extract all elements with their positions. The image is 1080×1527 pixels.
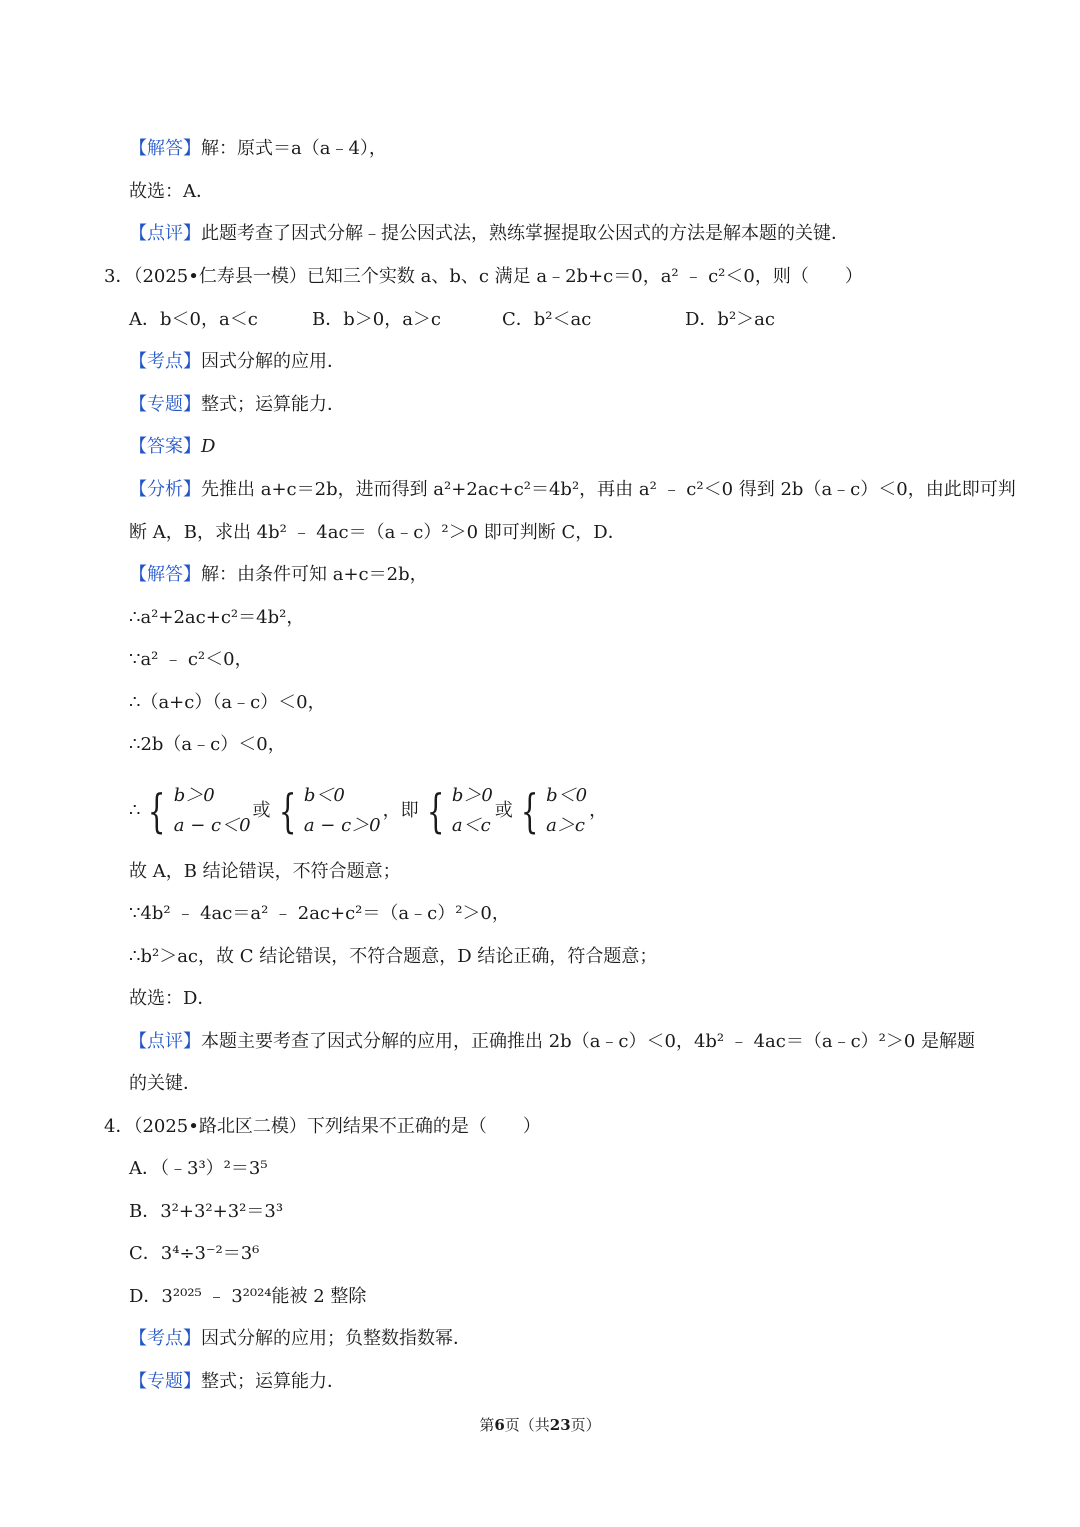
step-line: ∴2b（a﹣c）＜0， bbox=[129, 734, 286, 755]
step-line: 故选：D． bbox=[129, 988, 216, 1009]
inequality-system: { b＜0 a＞c bbox=[520, 784, 588, 838]
inequality-system-line: ∴ { b＞0 a − c＜0 或 { b＜0 a − c＞0 ，即 { b＞0 a＜c 或 { b＜0 a＞c ， bbox=[129, 781, 607, 841]
option-d: D．b²＞ac bbox=[685, 309, 775, 330]
option-d: D．3²⁰²⁵ ﹣ 3²⁰²⁴能被 2 整除 bbox=[129, 1286, 367, 1307]
question-3: 3．（2025•仁寿县一模）已知三个实数 a、b、c 满足 a﹣2b+c＝0，a² ﹣ c²＜0，则（ ） bbox=[104, 266, 863, 287]
text-line: 故选：A． bbox=[129, 181, 214, 202]
solution-line: 【解答】解：原式＝a（a﹣4）， bbox=[129, 138, 387, 159]
knowledge-point-line: 【考点】因式分解的应用． bbox=[129, 351, 345, 372]
tag-solution: 【解答】 bbox=[129, 564, 201, 585]
step-line: ∴b²＞ac，故 C 结论错误，不符合题意，D 结论正确，符合题意； bbox=[129, 946, 658, 967]
page-number: 6 bbox=[494, 1416, 505, 1434]
comment-line: 【点评】此题考查了因式分解﹣提公因式法，熟练掌握提取公因式的方法是解本题的关键． bbox=[129, 223, 849, 244]
step-line: ∵4b² ﹣ 4ac＝a² ﹣ 2ac+c²＝（a﹣c）²＞0， bbox=[129, 903, 510, 924]
tag-topic: 【专题】 bbox=[129, 1371, 201, 1392]
tag-solution: 【解答】 bbox=[129, 138, 201, 159]
tag-knowledge-point: 【考点】 bbox=[129, 351, 201, 372]
page-footer: 第6页（共23页） bbox=[479, 1416, 601, 1434]
tag-answer: 【答案】 bbox=[129, 436, 201, 457]
option-b: B．3²+3²+3²＝3³ bbox=[129, 1201, 284, 1222]
tag-comment: 【点评】 bbox=[129, 223, 201, 244]
option-c: C．b²＜ac bbox=[502, 309, 592, 330]
option-c: C．3⁴÷3⁻²＝3⁶ bbox=[129, 1243, 260, 1264]
solution-line: 【解答】解：由条件可知 a+c＝2b， bbox=[129, 564, 428, 585]
tag-knowledge-point: 【考点】 bbox=[129, 1328, 201, 1349]
tag-comment: 【点评】 bbox=[129, 1031, 201, 1052]
step-line: 故 A，B 结论错误，不符合题意； bbox=[129, 861, 401, 882]
knowledge-point-line: 【考点】因式分解的应用；负整数指数幂． bbox=[129, 1328, 471, 1349]
inequality-system: { b＞0 a＜c bbox=[426, 784, 493, 838]
step-line: ∴（a+c）（a﹣c）＜0， bbox=[129, 692, 326, 713]
option-a: A．（﹣3³）²＝3⁵ bbox=[129, 1158, 268, 1179]
question-3-options bbox=[129, 308, 775, 332]
text-line: 的关键． bbox=[129, 1073, 201, 1094]
inequality-system: { b＞0 a − c＜0 bbox=[148, 784, 251, 838]
topic-line: 【专题】整式；运算能力． bbox=[129, 394, 345, 415]
topic-line: 【专题】整式；运算能力． bbox=[129, 1371, 345, 1392]
step-line: ∴a²+2ac+c²＝4b²， bbox=[129, 607, 305, 628]
option-b: B．b＞0，a＞c bbox=[312, 309, 442, 330]
question-4: 4．（2025•路北区二模）下列结果不正确的是（ ） bbox=[104, 1116, 541, 1137]
text-line: 断 A，B，求出 4b² ﹣ 4ac＝（a﹣c）²＞0 即可判断 C，D． bbox=[129, 522, 626, 543]
tag-analysis: 【分析】 bbox=[129, 479, 201, 500]
tag-topic: 【专题】 bbox=[129, 394, 201, 415]
step-line: ∵a² ﹣ c²＜0， bbox=[129, 649, 253, 670]
option-a: A．b＜0，a＜c bbox=[129, 309, 258, 330]
comment-line: 【点评】本题主要考查了因式分解的应用，正确推出 2b（a﹣c）＜0，4b² ﹣ 4ac＝（a﹣c）²＞0 是解题 bbox=[129, 1031, 976, 1052]
analysis-line: 【分析】先推出 a+c＝2b，进而得到 a²+2ac+c²＝4b²，再由 a² ﹣ c²＜0 得到 2b（a﹣c）＜0，由此即可判 bbox=[129, 479, 1016, 500]
answer-line: 【答案】D bbox=[129, 436, 216, 457]
inequality-system: { b＜0 a − c＞0 bbox=[278, 784, 381, 838]
total-pages: 23 bbox=[549, 1416, 571, 1434]
